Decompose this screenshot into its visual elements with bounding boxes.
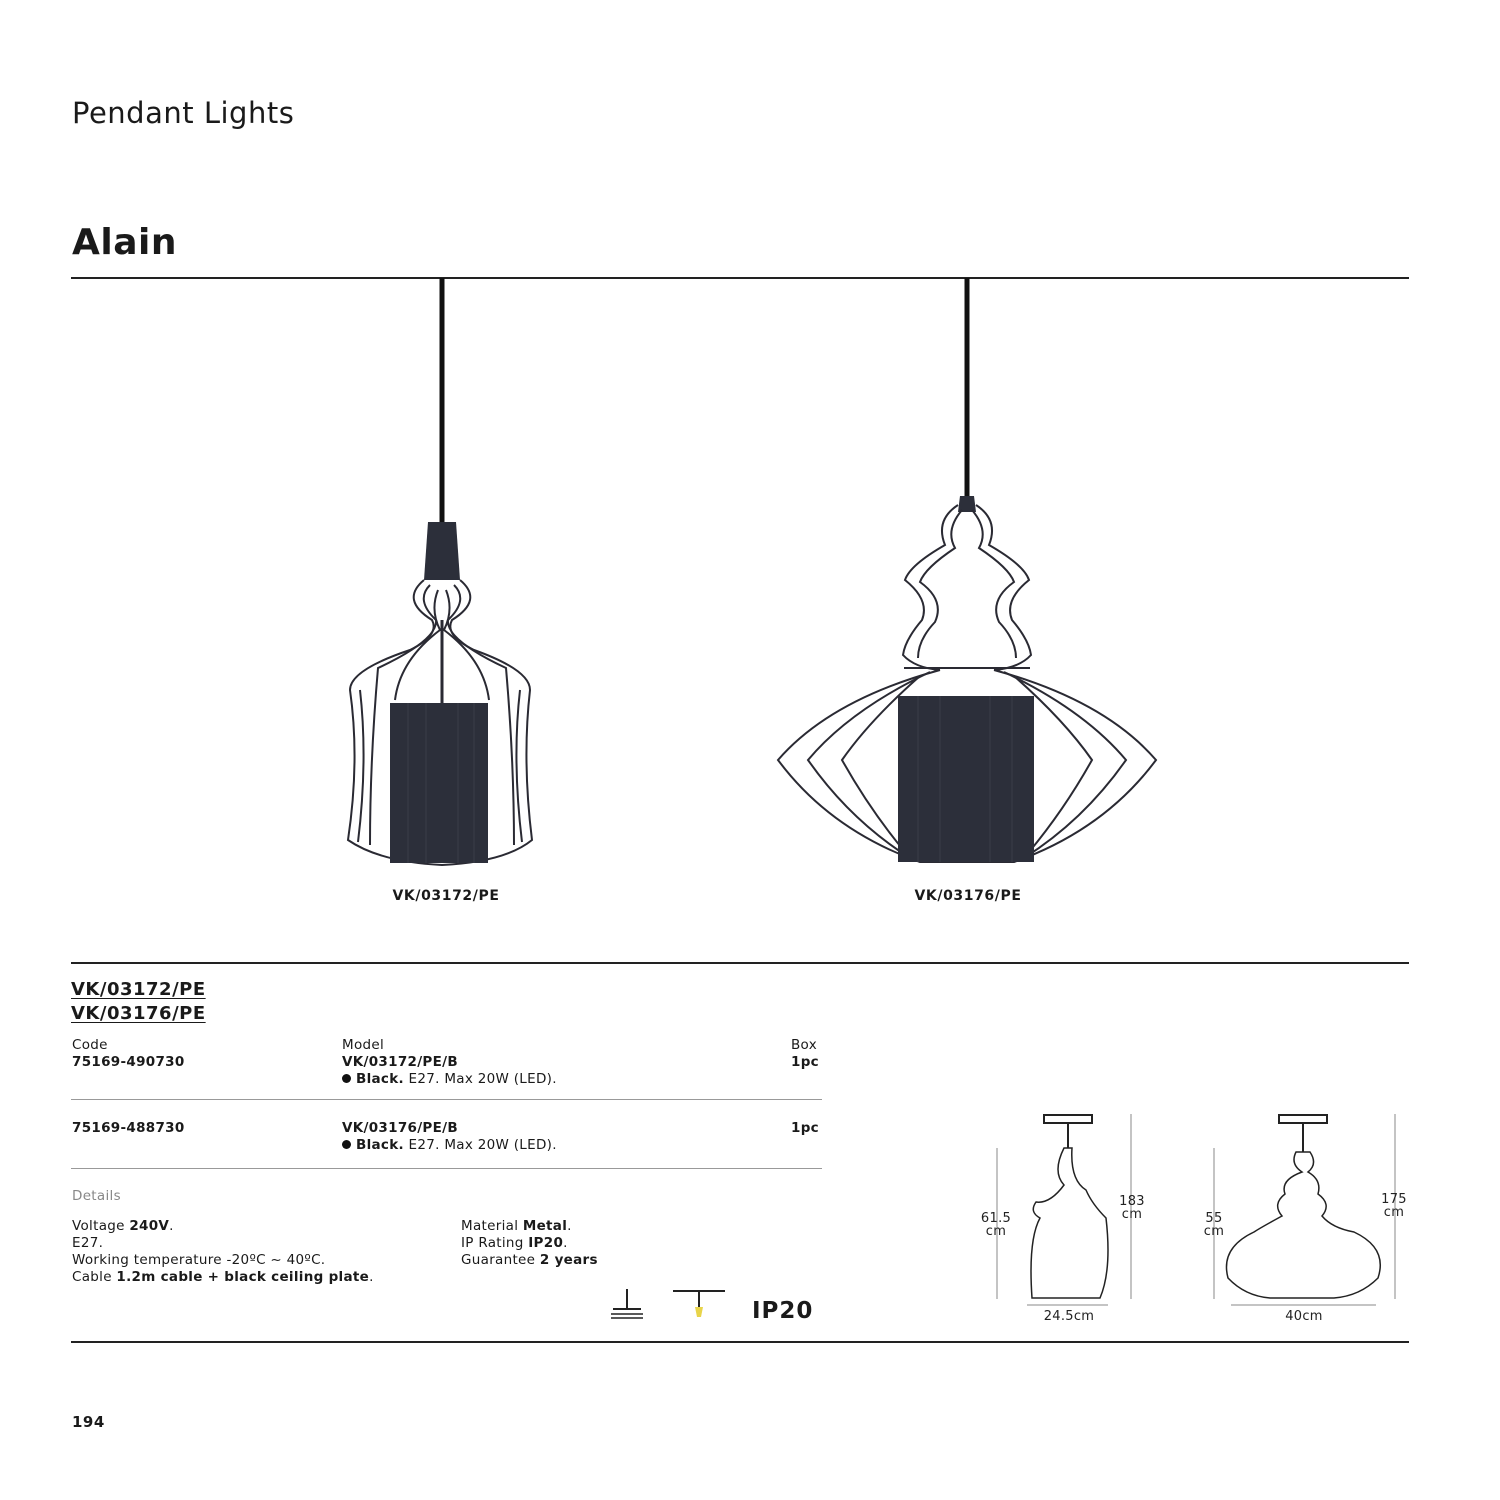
- lamp-2-illustration: [778, 278, 1156, 862]
- row-2-model: VK/03176/PE/B: [342, 1120, 458, 1136]
- row-2-box: 1pc: [791, 1120, 819, 1136]
- material-line: Material Metal.: [461, 1218, 572, 1234]
- row-2-code: 75169-488730: [72, 1120, 185, 1136]
- details-heading: Details: [72, 1188, 121, 1204]
- dim-2-width: 40cm: [1285, 1309, 1323, 1324]
- ground-symbol-icon: [605, 1285, 655, 1325]
- dim-1-width: 24.5cm: [1043, 1309, 1095, 1324]
- row-1-code: 75169-490730: [72, 1054, 185, 1070]
- temperature-line: Working temperature -20ºC ~ 40ºC.: [72, 1252, 326, 1268]
- section-divider: [71, 962, 1409, 964]
- row-1-spec: Black. E27. Max 20W (LED).: [342, 1071, 557, 1088]
- socket-line: E27.: [72, 1235, 104, 1251]
- row-2-spec: Black. E27. Max 20W (LED).: [342, 1137, 557, 1154]
- details-right: [461, 1218, 598, 1269]
- dim-1-height: 61.5 cm: [980, 1211, 1012, 1239]
- dim-2-total: 175 cm: [1381, 1192, 1407, 1220]
- photo-caption-2: VK/03176/PE: [914, 888, 1022, 904]
- ip-rating-badge: IP20: [752, 1298, 814, 1324]
- product-code-1: VK/03172/PE: [71, 979, 206, 1000]
- row-1-model: VK/03172/PE/B: [342, 1054, 458, 1070]
- category-title: Pendant Lights: [72, 96, 295, 130]
- product-title: Alain: [72, 222, 177, 263]
- lamp-1-illustration: [348, 278, 532, 865]
- page-number: 194: [72, 1413, 105, 1431]
- header-code: Code: [72, 1037, 108, 1053]
- row-divider: [71, 1168, 822, 1169]
- header-model: Model: [342, 1037, 385, 1053]
- header-box: Box: [791, 1037, 817, 1053]
- ip-rating-line: IP Rating IP20.: [461, 1235, 568, 1251]
- product-codes: [71, 978, 206, 1026]
- color-swatch: [342, 1074, 351, 1083]
- dim-1-total: 183 cm: [1119, 1194, 1145, 1222]
- photo-caption-1: VK/03172/PE: [392, 888, 500, 904]
- guarantee-line: Guarantee 2 years: [461, 1252, 598, 1268]
- bottom-divider: [71, 1341, 1409, 1343]
- voltage-line: Voltage 240V.: [72, 1218, 174, 1234]
- row-divider: [71, 1099, 822, 1100]
- dim-2-height: 55 cm: [1203, 1211, 1225, 1239]
- color-swatch: [342, 1140, 351, 1149]
- details-left: [72, 1218, 374, 1286]
- pendant-mount-icon: [670, 1285, 730, 1325]
- row-1-box: 1pc: [791, 1054, 819, 1070]
- product-code-2: VK/03176/PE: [71, 1003, 206, 1024]
- cable-line: Cable 1.2m cable + black ceiling plate.: [72, 1269, 374, 1285]
